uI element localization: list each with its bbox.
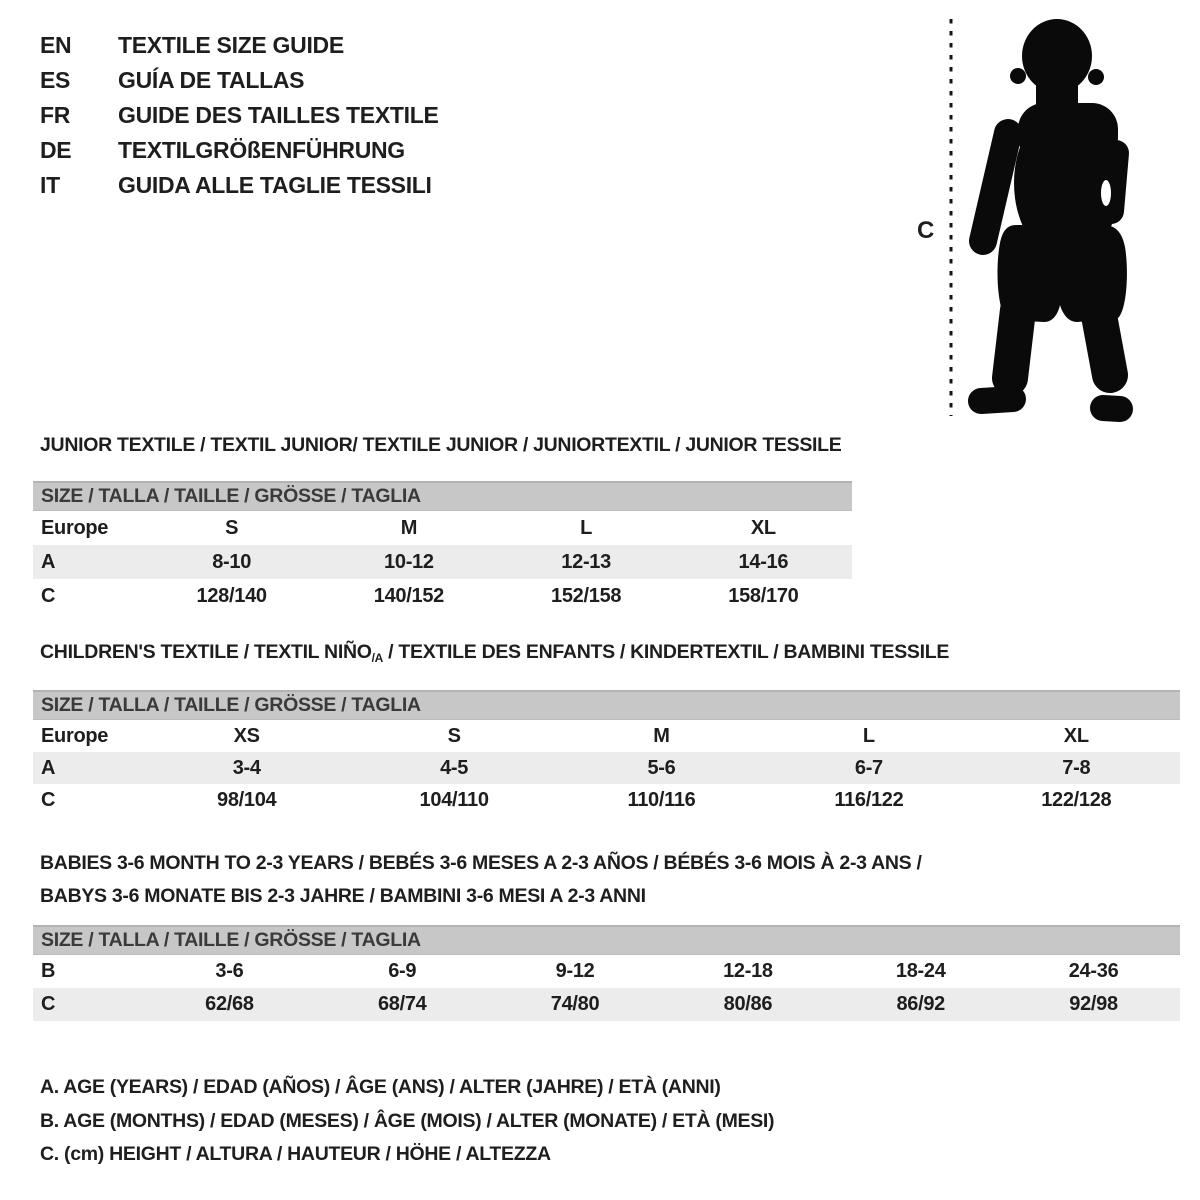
- value-cell: 3-4: [232, 756, 261, 779]
- babies-heading-line2: BABYS 3-6 MONATE BIS 2-3 JAHRE / BAMBINI 3-6 MESI A 2-3 ANNI: [40, 885, 646, 907]
- value-cell: 158/170: [728, 584, 799, 607]
- value-cell: 86/92: [896, 993, 946, 1015]
- hand-gap: [1101, 180, 1111, 206]
- size-table-header: SIZE / TALLA / TAILLE / GRÖSSE / TAGLIA: [33, 925, 1180, 955]
- size-cell: L: [862, 724, 875, 747]
- value-cell: 8-10: [212, 550, 252, 573]
- value-cell: 12-18: [723, 960, 773, 982]
- language-row: [40, 98, 439, 133]
- children-heading-prefix: CHILDREN'S TEXTILE / TEXTIL NIÑO: [40, 641, 372, 663]
- language-label: GUIDA ALLE TAGLIE TESSILI: [118, 172, 432, 198]
- size-table-header: SIZE / TALLA / TAILLE / GRÖSSE / TAGLIA: [33, 690, 1180, 720]
- value-cell: 3-6: [215, 960, 244, 982]
- babies-size-table: [33, 925, 1180, 1021]
- size-table-header: SIZE / TALLA / TAILLE / GRÖSSE / TAGLIA: [33, 481, 852, 511]
- children-section-heading: [40, 641, 949, 665]
- children-size-table: [33, 690, 1180, 816]
- row-label: A: [41, 756, 56, 779]
- size-cell: XS: [233, 724, 260, 747]
- table-row: [33, 545, 852, 579]
- table-row: [33, 988, 1180, 1021]
- language-code: ES: [40, 67, 71, 93]
- language-row: [40, 28, 439, 63]
- children-heading-sub: /A: [371, 651, 384, 665]
- row-label: A: [41, 550, 56, 573]
- size-cell: L: [580, 516, 593, 539]
- language-label: TEXTILGRÖßENFÜHRUNG: [118, 137, 405, 163]
- size-cell: S: [447, 724, 461, 747]
- legend-line-b: B. AGE (MONTHS) / EDAD (MESES) / ÂGE (MOIS) / ALTER (MONATE) / ETÀ (MESI): [40, 1109, 775, 1132]
- value-cell: 98/104: [217, 788, 277, 811]
- value-cell: 122/128: [1041, 788, 1112, 811]
- language-code: IT: [40, 172, 60, 198]
- value-cell: 4-5: [440, 756, 469, 779]
- language-label: GUIDE DES TAILLES TEXTILE: [118, 102, 439, 128]
- value-cell: 110/116: [627, 788, 696, 811]
- table-row: [33, 511, 852, 545]
- table-row: [33, 720, 1180, 752]
- row-label: C: [41, 584, 56, 607]
- value-cell: 5-6: [647, 756, 676, 779]
- table-row: [33, 955, 1180, 988]
- language-row: [40, 133, 439, 168]
- value-cell: 24-36: [1068, 960, 1119, 982]
- language-code: EN: [40, 32, 72, 58]
- size-cell: M: [653, 724, 670, 747]
- value-cell: 116/122: [834, 788, 904, 811]
- value-cell: 18-24: [895, 960, 946, 982]
- value-cell: 128/140: [196, 584, 267, 607]
- table-row: [33, 784, 1180, 816]
- value-cell: 140/152: [373, 584, 444, 607]
- language-label: TEXTILE SIZE GUIDE: [118, 32, 344, 58]
- value-cell: 14-16: [738, 550, 789, 573]
- value-cell: 74/80: [550, 993, 600, 1015]
- value-cell: 12-13: [561, 550, 611, 573]
- language-row: [40, 168, 439, 203]
- value-cell: 6-9: [388, 960, 417, 982]
- value-cell: 80/86: [723, 993, 773, 1015]
- junior-section-heading: JUNIOR TEXTILE / TEXTIL JUNIOR/ TEXTILE JUNIOR / JUNIORTEXTIL / JUNIOR TESSILE: [40, 434, 842, 456]
- value-cell: 62/68: [205, 993, 254, 1015]
- toddler-silhouette: [981, 19, 1127, 409]
- language-row: [40, 63, 439, 98]
- legend-line-c: C. (cm) HEIGHT / ALTURA / HAUTEUR / HÖHE / ALTEZZA: [40, 1143, 551, 1165]
- value-cell: 10-12: [384, 550, 434, 573]
- table-row: [33, 579, 852, 613]
- language-label: GUÍA DE TALLAS: [118, 67, 305, 93]
- value-cell: 152/158: [551, 584, 622, 607]
- language-code: DE: [40, 137, 72, 163]
- row-label: Europe: [41, 724, 109, 747]
- table-row: [33, 752, 1180, 784]
- legend-line-a: A. AGE (YEARS) / EDAD (AÑOS) / ÂGE (ANS) / ALTER (JAHRE) / ETÀ (ANNI): [40, 1076, 721, 1098]
- height-measure-label: C: [917, 217, 935, 244]
- row-label: Europe: [41, 516, 109, 539]
- size-cell: S: [225, 516, 239, 539]
- row-label: B: [41, 960, 56, 982]
- language-list: [40, 28, 439, 203]
- row-label: C: [41, 788, 56, 811]
- legend: [40, 1071, 774, 1172]
- children-heading-suffix: / TEXTILE DES ENFANTS / KINDERTEXTIL / BAMBINI TESSILE: [383, 641, 950, 663]
- babies-section-heading: [40, 847, 922, 913]
- row-label: C: [41, 993, 56, 1015]
- babies-heading-line1: BABIES 3-6 MONTH TO 2-3 YEARS / BEBÉS 3-6 MESES A 2-3 AÑOS / BÉBÉS 3-6 MOIS À 2-3 ANS /: [40, 852, 922, 874]
- value-cell: 92/98: [1069, 993, 1118, 1015]
- size-cell: M: [400, 516, 418, 539]
- language-code: FR: [40, 102, 71, 128]
- value-cell: 9-12: [555, 960, 595, 982]
- size-cell: XL: [750, 516, 776, 539]
- value-cell: 104/110: [419, 788, 489, 811]
- junior-size-table: [33, 481, 852, 613]
- size-cell: XL: [1063, 724, 1089, 747]
- value-cell: 68/74: [377, 993, 427, 1015]
- value-cell: 6-7: [854, 756, 883, 779]
- toddler-figure: [920, 15, 1140, 425]
- value-cell: 7-8: [1062, 756, 1091, 779]
